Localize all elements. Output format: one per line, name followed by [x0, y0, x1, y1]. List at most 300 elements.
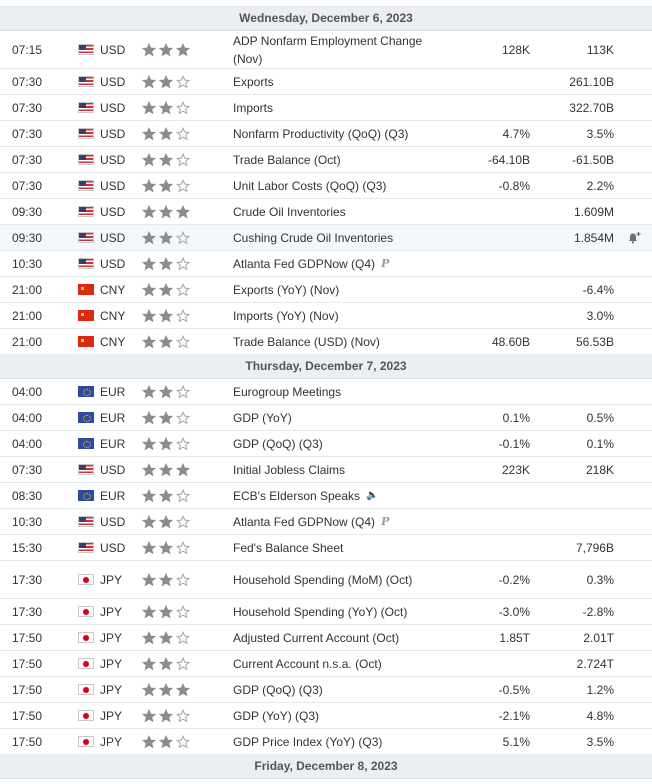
currency-code: JPY — [100, 604, 123, 619]
star-filled-icon — [159, 709, 173, 723]
flag-us-icon — [78, 535, 94, 560]
star-filled-icon — [159, 335, 173, 349]
event-time: 07:30 — [12, 126, 43, 141]
star-empty-icon — [176, 153, 190, 167]
event-name-cell[interactable] — [233, 509, 453, 534]
star-filled-icon — [142, 541, 156, 555]
star-filled-icon — [159, 75, 173, 89]
event-name[interactable]: Atlanta Fed GDPNow (Q4) — [233, 514, 376, 529]
flag-cn-icon — [78, 277, 94, 302]
star-filled-icon — [142, 205, 156, 219]
event-name-cell[interactable] — [233, 303, 453, 328]
currency-code: USD — [100, 152, 126, 167]
flag-jp-icon — [78, 729, 94, 754]
event-time: 21:00 — [12, 282, 43, 297]
event-row[interactable] — [0, 729, 652, 755]
event-row[interactable] — [0, 599, 652, 625]
event-name-cell[interactable] — [233, 729, 453, 754]
flag-jp-icon — [78, 651, 94, 676]
importance-rating — [142, 405, 202, 430]
star-filled-icon — [159, 735, 173, 749]
previous-value: 0.5% — [586, 410, 614, 425]
event-time: 10:30 — [12, 514, 43, 529]
actual-value: -0.8% — [498, 178, 530, 193]
star-filled-icon — [159, 153, 173, 167]
importance-rating — [142, 535, 202, 560]
event-name[interactable]: Adjusted Current Account (Oct) — [233, 630, 400, 645]
event-row[interactable] — [0, 277, 652, 303]
currency-code: JPY — [100, 656, 123, 671]
actual-value — [450, 251, 530, 276]
alert-slot — [624, 147, 644, 172]
currency-code: CNY — [100, 308, 126, 323]
event-name-cell[interactable] — [233, 561, 453, 598]
event-time: 21:00 — [12, 308, 43, 323]
event-name-cell[interactable] — [233, 457, 453, 482]
alert-slot — [624, 535, 644, 560]
event-name-cell[interactable] — [233, 199, 453, 224]
star-empty-icon — [176, 101, 190, 115]
star-filled-icon — [159, 573, 173, 587]
event-name-cell[interactable] — [233, 31, 453, 68]
importance-rating — [142, 329, 202, 354]
event-time: 07:30 — [12, 178, 43, 193]
actual-value — [450, 69, 530, 94]
star-filled-icon — [142, 75, 156, 89]
currency-code: USD — [100, 540, 126, 555]
currency-code: JPY — [100, 572, 123, 587]
event-name[interactable]: ECB's Elderson Speaks — [233, 488, 361, 503]
flag-us-icon — [78, 31, 94, 68]
star-filled-icon — [142, 437, 156, 451]
previous-value: 0.3% — [586, 572, 614, 587]
date-header: Wednesday, December 6, 2023 — [0, 7, 652, 31]
actual-value: -2.1% — [498, 708, 530, 723]
importance-rating — [142, 625, 202, 650]
event-time: 17:30 — [12, 572, 43, 587]
star-filled-icon — [142, 463, 156, 477]
star-filled-icon — [142, 657, 156, 671]
actual-value — [450, 379, 530, 404]
speaker-icon: 🔈 — [366, 489, 379, 501]
event-row[interactable] — [0, 457, 652, 483]
event-name-cell[interactable] — [233, 677, 453, 702]
event-name[interactable]: Crude Oil Inventories — [233, 204, 346, 219]
star-empty-icon — [176, 127, 190, 141]
actual-value — [450, 509, 530, 534]
event-time: 17:50 — [12, 708, 43, 723]
date-header: Friday, December 8, 2023 — [0, 755, 652, 779]
event-name[interactable]: Imports — [233, 100, 274, 115]
event-row[interactable] — [0, 251, 652, 277]
event-row[interactable] — [0, 95, 652, 121]
alert-slot — [624, 251, 644, 276]
currency-code: JPY — [100, 682, 123, 697]
alert-slot — [624, 509, 644, 534]
event-name-cell[interactable] — [233, 625, 453, 650]
star-filled-icon — [142, 309, 156, 323]
event-row[interactable] — [0, 147, 652, 173]
event-name-cell[interactable] — [233, 405, 453, 430]
star-filled-icon — [142, 605, 156, 619]
currency-code: USD — [100, 204, 126, 219]
currency-code: USD — [100, 462, 126, 477]
flag-us-icon — [78, 251, 94, 276]
event-time: 08:30 — [12, 488, 43, 503]
event-row[interactable] — [0, 31, 652, 69]
star-filled-icon — [142, 283, 156, 297]
flag-jp-icon — [78, 703, 94, 728]
event-time: 07:30 — [12, 462, 43, 477]
importance-rating — [142, 251, 202, 276]
star-filled-icon — [159, 127, 173, 141]
importance-rating — [142, 199, 202, 224]
event-name[interactable]: Trade Balance (Oct) — [233, 152, 341, 167]
event-row[interactable] — [0, 703, 652, 729]
previous-value: -2.8% — [582, 604, 614, 619]
actual-value: 48.60B — [491, 334, 530, 349]
star-filled-icon — [159, 231, 173, 245]
event-name[interactable]: Household Spending (MoM) (Oct) — [233, 572, 413, 587]
star-filled-icon — [142, 257, 156, 271]
event-time: 17:30 — [12, 604, 43, 619]
star-filled-icon — [159, 631, 173, 645]
star-filled-icon — [159, 43, 173, 57]
star-empty-icon — [176, 411, 190, 425]
importance-rating — [142, 703, 202, 728]
event-row[interactable] — [0, 405, 652, 431]
event-time: 09:30 — [12, 230, 43, 245]
currency-code: EUR — [100, 410, 126, 425]
importance-rating — [142, 677, 202, 702]
event-name-cell[interactable] — [233, 329, 453, 354]
event-row[interactable] — [0, 509, 652, 535]
event-name-cell[interactable] — [233, 173, 453, 198]
star-filled-icon — [142, 735, 156, 749]
event-time: 17:50 — [12, 734, 43, 749]
event-time: 10:30 — [12, 256, 43, 271]
event-time: 21:00 — [12, 334, 43, 349]
event-row[interactable] — [0, 677, 652, 703]
star-filled-icon — [176, 463, 190, 477]
event-name-cell[interactable] — [233, 431, 453, 456]
previous-value: 0.1% — [586, 436, 614, 451]
previous-value: 261.10B — [569, 74, 614, 89]
flag-jp-icon — [78, 625, 94, 650]
event-name-cell[interactable] — [233, 225, 453, 250]
alert-slot — [624, 703, 644, 728]
star-filled-icon — [142, 179, 156, 193]
previous-value: 1.854M — [573, 230, 614, 245]
currency-code: JPY — [100, 734, 123, 749]
event-time: 07:30 — [12, 74, 43, 89]
currency-code: USD — [100, 256, 126, 271]
actual-value: -3.0% — [498, 604, 530, 619]
event-time: 09:30 — [12, 204, 43, 219]
alert-slot — [624, 599, 644, 624]
event-name[interactable]: GDP (YoY) (Q3) — [233, 708, 320, 723]
calendar-sections — [0, 7, 652, 779]
actual-value — [450, 535, 530, 560]
importance-rating — [142, 431, 202, 456]
alert-slot — [624, 457, 644, 482]
event-name-cell[interactable] — [233, 535, 453, 560]
flag-eu-icon — [78, 431, 94, 456]
previous-value: 322.70B — [569, 100, 614, 115]
importance-rating — [142, 31, 202, 68]
star-empty-icon — [176, 541, 190, 555]
actual-value: -0.1% — [498, 436, 530, 451]
event-name[interactable]: Unit Labor Costs (QoQ) (Q3) — [233, 178, 387, 193]
flag-us-icon — [78, 457, 94, 482]
event-time: 04:00 — [12, 436, 43, 451]
event-name-cell[interactable] — [233, 147, 453, 172]
event-row[interactable] — [0, 561, 652, 599]
event-row[interactable] — [0, 173, 652, 199]
importance-rating — [142, 303, 202, 328]
currency-code: USD — [100, 74, 126, 89]
importance-rating — [142, 729, 202, 754]
event-name[interactable]: Fed's Balance Sheet — [233, 540, 344, 555]
event-name[interactable]: Exports — [233, 74, 274, 89]
flag-us-icon — [78, 173, 94, 198]
star-filled-icon — [159, 515, 173, 529]
alert-slot — [624, 431, 644, 456]
actual-value: 5.1% — [502, 734, 530, 749]
event-name[interactable]: Current Account n.s.a. (Oct) — [233, 656, 382, 671]
event-name[interactable]: Eurogroup Meetings — [233, 384, 342, 399]
currency-code: USD — [100, 514, 126, 529]
event-name[interactable]: ADP Nonfarm Employment Change (Nov) — [233, 33, 423, 66]
previous-value: 113K — [586, 42, 614, 57]
flag-cn-icon — [78, 329, 94, 354]
event-name-cell[interactable] — [233, 483, 453, 508]
currency-code: USD — [100, 42, 126, 57]
star-empty-icon — [176, 257, 190, 271]
currency-code: EUR — [100, 436, 126, 451]
event-name[interactable]: GDP Price Index (YoY) (Q3) — [233, 734, 383, 749]
currency-code: JPY — [100, 708, 123, 723]
event-row[interactable] — [0, 225, 652, 251]
star-filled-icon — [159, 257, 173, 271]
flag-jp-icon — [78, 561, 94, 598]
event-name-cell[interactable] — [233, 121, 453, 146]
star-filled-icon — [159, 205, 173, 219]
actual-value: 1.85T — [499, 630, 530, 645]
importance-rating — [142, 225, 202, 250]
previous-value — [530, 483, 614, 508]
currency-code: USD — [100, 230, 126, 245]
previous-value: 2.2% — [586, 178, 614, 193]
event-row[interactable] — [0, 625, 652, 651]
event-time: 04:00 — [12, 410, 43, 425]
event-row[interactable] — [0, 303, 652, 329]
star-filled-icon — [142, 335, 156, 349]
event-name[interactable]: Imports (YoY) (Nov) — [233, 308, 339, 323]
previous-value — [530, 379, 614, 404]
previous-value: -6.4% — [582, 282, 614, 297]
previous-value: 1.2% — [586, 682, 614, 697]
currency-code: USD — [100, 178, 126, 193]
flag-eu-icon — [78, 483, 94, 508]
event-name[interactable]: Trade Balance (USD) (Nov) — [233, 334, 380, 349]
alert-slot — [624, 95, 644, 120]
currency-code: CNY — [100, 334, 126, 349]
star-filled-icon — [176, 683, 190, 697]
actual-value: 223K — [501, 462, 530, 477]
star-filled-icon — [159, 101, 173, 115]
event-time: 17:50 — [12, 656, 43, 671]
event-name-cell[interactable] — [233, 651, 453, 676]
event-name-cell[interactable] — [233, 703, 453, 728]
importance-rating — [142, 483, 202, 508]
event-row[interactable] — [0, 535, 652, 561]
preliminary-icon: P — [381, 256, 390, 270]
event-name-cell[interactable] — [233, 69, 453, 94]
previous-value: 2.724T — [576, 656, 614, 671]
event-row[interactable] — [0, 329, 652, 355]
alert-slot — [624, 561, 644, 598]
flag-us-icon — [78, 95, 94, 120]
event-row[interactable] — [0, 199, 652, 225]
alert-slot — [624, 277, 644, 302]
alert-slot — [624, 69, 644, 94]
star-filled-icon — [142, 573, 156, 587]
flag-us-icon — [78, 147, 94, 172]
preliminary-icon: P — [381, 514, 390, 528]
alert-slot — [624, 677, 644, 702]
previous-value: 1.609M — [573, 204, 614, 219]
star-empty-icon — [176, 515, 190, 529]
previous-value: 7,796B — [575, 540, 614, 555]
event-name[interactable]: GDP (YoY) — [233, 410, 292, 425]
event-name[interactable]: Cushing Crude Oil Inventories — [233, 230, 394, 245]
actual-value: 4.7% — [502, 126, 530, 141]
previous-value: 3.0% — [586, 308, 614, 323]
star-filled-icon — [159, 463, 173, 477]
event-name[interactable]: Atlanta Fed GDPNow (Q4) — [233, 256, 376, 271]
flag-us-icon — [78, 69, 94, 94]
actual-value — [450, 95, 530, 120]
event-name[interactable]: Exports (YoY) (Nov) — [233, 282, 340, 297]
flag-jp-icon — [78, 677, 94, 702]
event-time: 07:30 — [12, 152, 43, 167]
flag-us-icon — [78, 199, 94, 224]
star-filled-icon — [142, 515, 156, 529]
event-name[interactable]: Nonfarm Productivity (QoQ) (Q3) — [233, 126, 409, 141]
previous-value: 218K — [585, 462, 614, 477]
star-empty-icon — [176, 631, 190, 645]
event-name[interactable]: Household Spending (YoY) (Oct) — [233, 604, 408, 619]
event-name-cell[interactable] — [233, 95, 453, 120]
actual-value — [450, 651, 530, 676]
actual-value — [450, 483, 530, 508]
event-row[interactable] — [0, 651, 652, 677]
event-row[interactable] — [0, 483, 652, 509]
star-filled-icon — [142, 385, 156, 399]
event-name-cell[interactable] — [233, 277, 453, 302]
currency-code: JPY — [100, 630, 123, 645]
event-name[interactable]: GDP (QoQ) (Q3) — [233, 682, 323, 697]
previous-value — [530, 251, 614, 276]
event-time: 04:00 — [12, 384, 43, 399]
previous-value: 3.5% — [586, 734, 614, 749]
importance-rating — [142, 651, 202, 676]
alert-slot[interactable] — [624, 225, 644, 250]
star-empty-icon — [176, 335, 190, 349]
actual-value: -0.5% — [498, 682, 530, 697]
event-time: 07:30 — [12, 100, 43, 115]
actual-value — [450, 199, 530, 224]
actual-value: -0.2% — [498, 572, 530, 587]
actual-value: 0.1% — [502, 410, 530, 425]
star-filled-icon — [142, 709, 156, 723]
star-filled-icon — [142, 489, 156, 503]
alert-slot — [624, 483, 644, 508]
currency-code: CNY — [100, 282, 126, 297]
bell-plus-icon[interactable] — [627, 231, 641, 245]
star-empty-icon — [176, 605, 190, 619]
star-empty-icon — [176, 283, 190, 297]
importance-rating — [142, 599, 202, 624]
importance-rating — [142, 561, 202, 598]
event-row[interactable] — [0, 121, 652, 147]
previous-row-fragment — [0, 0, 652, 7]
event-name-cell[interactable] — [233, 379, 453, 404]
star-filled-icon — [142, 231, 156, 245]
star-filled-icon — [142, 683, 156, 697]
star-filled-icon — [159, 541, 173, 555]
flag-cn-icon — [78, 303, 94, 328]
star-filled-icon — [159, 605, 173, 619]
event-name[interactable]: Initial Jobless Claims — [233, 462, 346, 477]
star-filled-icon — [159, 489, 173, 503]
alert-slot — [624, 329, 644, 354]
star-filled-icon — [159, 385, 173, 399]
star-filled-icon — [142, 153, 156, 167]
flag-eu-icon — [78, 379, 94, 404]
previous-value: 3.5% — [586, 126, 614, 141]
event-name-cell[interactable] — [233, 251, 453, 276]
previous-value: 4.8% — [586, 708, 614, 723]
event-name[interactable]: GDP (QoQ) (Q3) — [233, 436, 323, 451]
event-row[interactable] — [0, 69, 652, 95]
actual-value — [450, 303, 530, 328]
alert-slot — [624, 121, 644, 146]
importance-rating — [142, 457, 202, 482]
importance-rating — [142, 173, 202, 198]
actual-value — [450, 225, 530, 250]
event-time: 07:15 — [12, 42, 43, 57]
star-filled-icon — [159, 283, 173, 297]
alert-slot — [624, 625, 644, 650]
currency-code: USD — [100, 126, 126, 141]
star-empty-icon — [176, 437, 190, 451]
event-row[interactable] — [0, 379, 652, 405]
alert-slot — [624, 651, 644, 676]
event-name-cell[interactable] — [233, 599, 453, 624]
alert-slot — [624, 303, 644, 328]
previous-value — [530, 509, 614, 534]
currency-code: EUR — [100, 384, 126, 399]
previous-value: 56.53B — [575, 334, 614, 349]
flag-us-icon — [78, 509, 94, 534]
alert-slot — [624, 379, 644, 404]
star-empty-icon — [176, 573, 190, 587]
importance-rating — [142, 69, 202, 94]
event-row[interactable] — [0, 431, 652, 457]
star-filled-icon — [142, 43, 156, 57]
